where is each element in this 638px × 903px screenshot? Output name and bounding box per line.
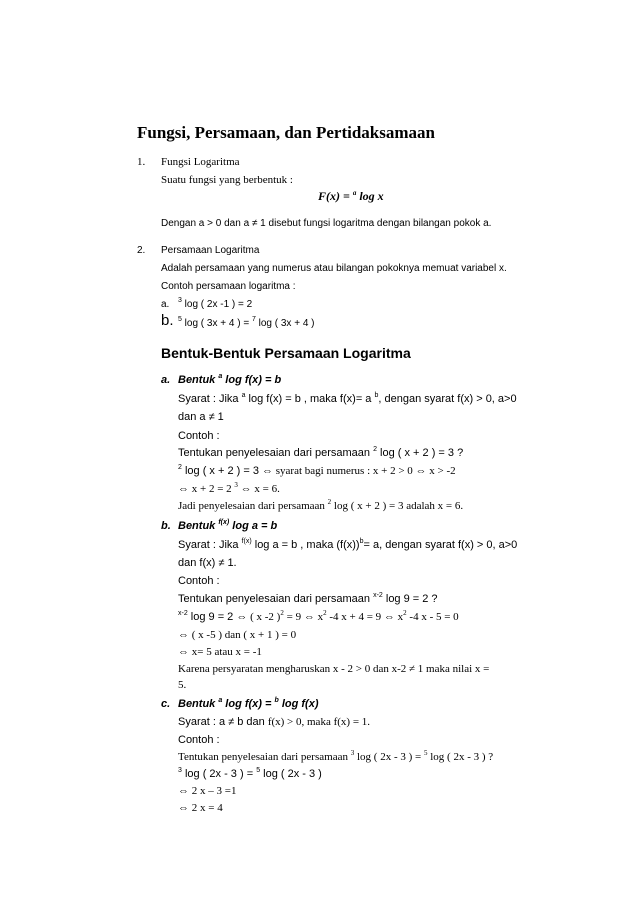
section-2-number: 2. <box>137 245 146 256</box>
section-1-condition: Dengan a > 0 dan a ≠ 1 disebut fungsi logaritma dengan bilangan pokok a. <box>161 218 492 229</box>
form-b-step-1: $^{x-2}$ log 9 = 2 ⇔ ( x -2 )$^2$ = 9 ⇔ $x^2$ -4 x + 4 = 9 ⇔ $x^2$ -4 x - 5 = 0 <box>178 609 459 623</box>
form-a-conclusion: Jadi penyelesaian dari persamaan $^2$ log ( x + 2 ) = 3 adalah x = 6. <box>178 498 464 512</box>
form-c-heading: Bentuk $^a$ log f(x) = $^b$ log f(x) <box>178 697 319 710</box>
example-b-label: b. <box>161 312 174 329</box>
form-b-step-3: ⇔ x= 5 atau x = -1 <box>178 646 262 658</box>
form-b-example-label: Contoh : <box>178 575 220 587</box>
form-a-condition-cont: dan a ≠ 1 <box>178 411 224 423</box>
form-a-step-1: $^2$ log ( x + 2 ) = 3 ⇔ syarat bagi numerus : x + 2 > 0 ⇔ x > -2 <box>178 464 456 477</box>
logarithm-function-formula: F(x) = $^a$ log x <box>318 189 384 203</box>
form-c-example-label: Contoh : <box>178 734 220 746</box>
page-title: Fungsi, Persamaan, dan Pertidaksamaan <box>137 123 435 142</box>
form-b-label: b. <box>161 520 171 532</box>
example-a-label: a. <box>161 299 170 310</box>
form-a-example-question: Tentukan penyelesaian dari persamaan $^2$ log ( x + 2 ) = 3 ? <box>178 446 464 459</box>
form-b-conclusion-cont: 5. <box>178 679 187 691</box>
section-2-description: Adalah persamaan yang numerus atau bilangan pokoknya memuat variabel x. <box>161 263 507 274</box>
section-1-number: 1. <box>137 156 146 168</box>
form-b-condition: Syarat : Jika $^{f(x)}$ log a = b , maka $(f(x))^b= a$, dengan syarat f(x) > 0, a>0 <box>178 538 518 551</box>
section-2-example-label: Contoh persamaan logaritma : <box>161 281 296 292</box>
form-a-label: a. <box>161 374 171 386</box>
form-a-step-2: ⇔ x + 2 = 2 $^3$ ⇔ x = 6. <box>178 481 280 495</box>
example-a-equation: $^3$ log ( 2x -1 ) = 2 <box>178 297 253 310</box>
form-c-label: c. <box>161 698 171 710</box>
form-c-condition: Syarat : a ≠ b dan f(x) > 0, maka f(x) = 1. <box>178 716 371 728</box>
form-b-heading: Bentuk $^{f(x)}$ log a = b <box>178 519 278 532</box>
form-c-step-1: $^3$ log ( 2x - 3 ) = $^5$ log ( 2x - 3 ) <box>178 767 322 780</box>
form-b-example-question: Tentukan penyelesaian dari persamaan $^{x-2}$ log 9 = 2 ? <box>178 592 438 605</box>
form-a-heading: Bentuk $^a$ log f(x) = b <box>178 373 282 386</box>
forms-subheading: Bentuk-Bentuk Persamaan Logaritma <box>161 345 411 361</box>
section-1-heading: Fungsi Logaritma <box>161 156 240 168</box>
form-b-step-2: ⇔ ( x -5 ) dan ( x + 1 ) = 0 <box>178 629 297 641</box>
form-a-condition: Syarat : Jika $^a$ log f(x) = b , maka f(x)= a $^b$, dengan syarat f(x) > 0, a>0 <box>178 392 517 405</box>
example-b-equation: $^5$ log ( 3x + 4 ) = $^7$ log ( 3x + 4 ) <box>178 316 315 329</box>
form-c-step-3: ⇔ 2 x = 4 <box>178 802 223 814</box>
section-2-heading: Persamaan Logaritma <box>161 245 260 256</box>
form-c-example-question: Tentukan penyelesaian dari persamaan $^3$ log ( 2x - 3 ) = $^5$ log ( 2x - 3 ) ? <box>178 749 494 763</box>
form-b-conclusion: Karena persyaratan mengharuskan x - 2 > 0 dan x-2 ≠ 1 maka nilai x = <box>178 663 490 675</box>
form-b-condition-cont: dan f(x) ≠ 1. <box>178 557 237 569</box>
form-c-step-2: ⇔ 2 x – 3 =1 <box>178 785 237 797</box>
form-a-example-label: Contoh : <box>178 430 220 442</box>
section-1-intro: Suatu fungsi yang berbentuk : <box>161 174 293 186</box>
